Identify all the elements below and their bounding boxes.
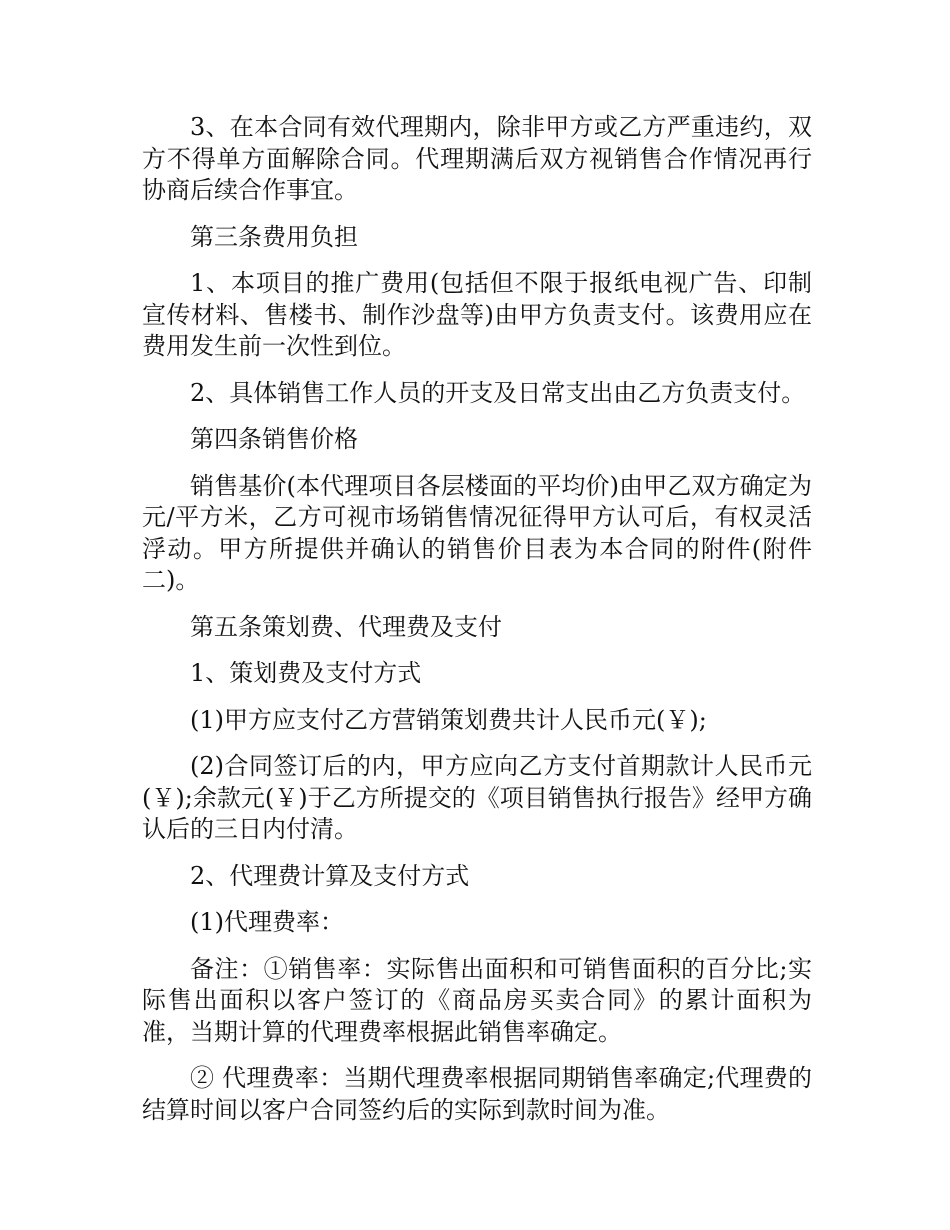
clause-3-paragraph: 3、在本合同有效代理期内，除非甲方或乙方严重违约，双方不得单方面解除合同。代理期满后双方视销售合作情况再行协商后续合作事宜。 xyxy=(142,113,812,204)
article-4-heading: 第四条销售价格 xyxy=(190,425,358,453)
agency-fee-rate-item: (1)代理费率： xyxy=(190,908,344,936)
planning-fee-item-1: (1)甲方应支付乙方营销策划费共计人民币元(￥); xyxy=(190,705,707,734)
staff-cost-paragraph: 2、具体销售工作人员的开支及日常支出由乙方负责支付。 xyxy=(190,378,806,407)
promotion-cost-paragraph: 1、本项目的推广费用(包括但不限于报纸电视广告、印制宣传材料、售楼书、制作沙盘等)由甲方负责支付。该费用应在费用发生前一次性到位。 xyxy=(142,269,812,360)
document-page xyxy=(142,112,812,1141)
article-3-heading: 第三条费用负担 xyxy=(190,222,358,251)
article-5-heading: 第五条策划费、代理费及支付 xyxy=(190,612,502,641)
planning-fee-item-2: (2)合同签订后的内，甲方应向乙方支付首期款计人民币元(￥);余款元(￥)于乙方所提交的《项目销售执行报告》经甲方确认后的三日内付清。 xyxy=(142,752,812,843)
base-price-paragraph: 销售基价(本代理项目各层楼面的平均价)由甲乙双方确定为元/平方米，乙方可视市场销售情况征得甲方认可后，有权灵活浮动。甲方所提供并确认的销售价目表为本合同的附件(附件二)。 xyxy=(142,471,812,594)
sales-rate-note: 备注：①销售率：实际售出面积和可销售面积的百分比;实际售出面积以客户签订的《商品房买卖合同》的累计面积为准，当期计算的代理费率根据此销售率确定。 xyxy=(142,954,812,1046)
planning-fee-heading: 1、策划费及支付方式 xyxy=(190,659,422,687)
agency-fee-heading: 2、代理费计算及支付方式 xyxy=(190,861,470,890)
agency-rate-note: ② 代理费率：当期代理费率根据同期销售率确定;代理费的结算时间以客户合同签约后的实际到款时间为准。 xyxy=(142,1064,812,1124)
